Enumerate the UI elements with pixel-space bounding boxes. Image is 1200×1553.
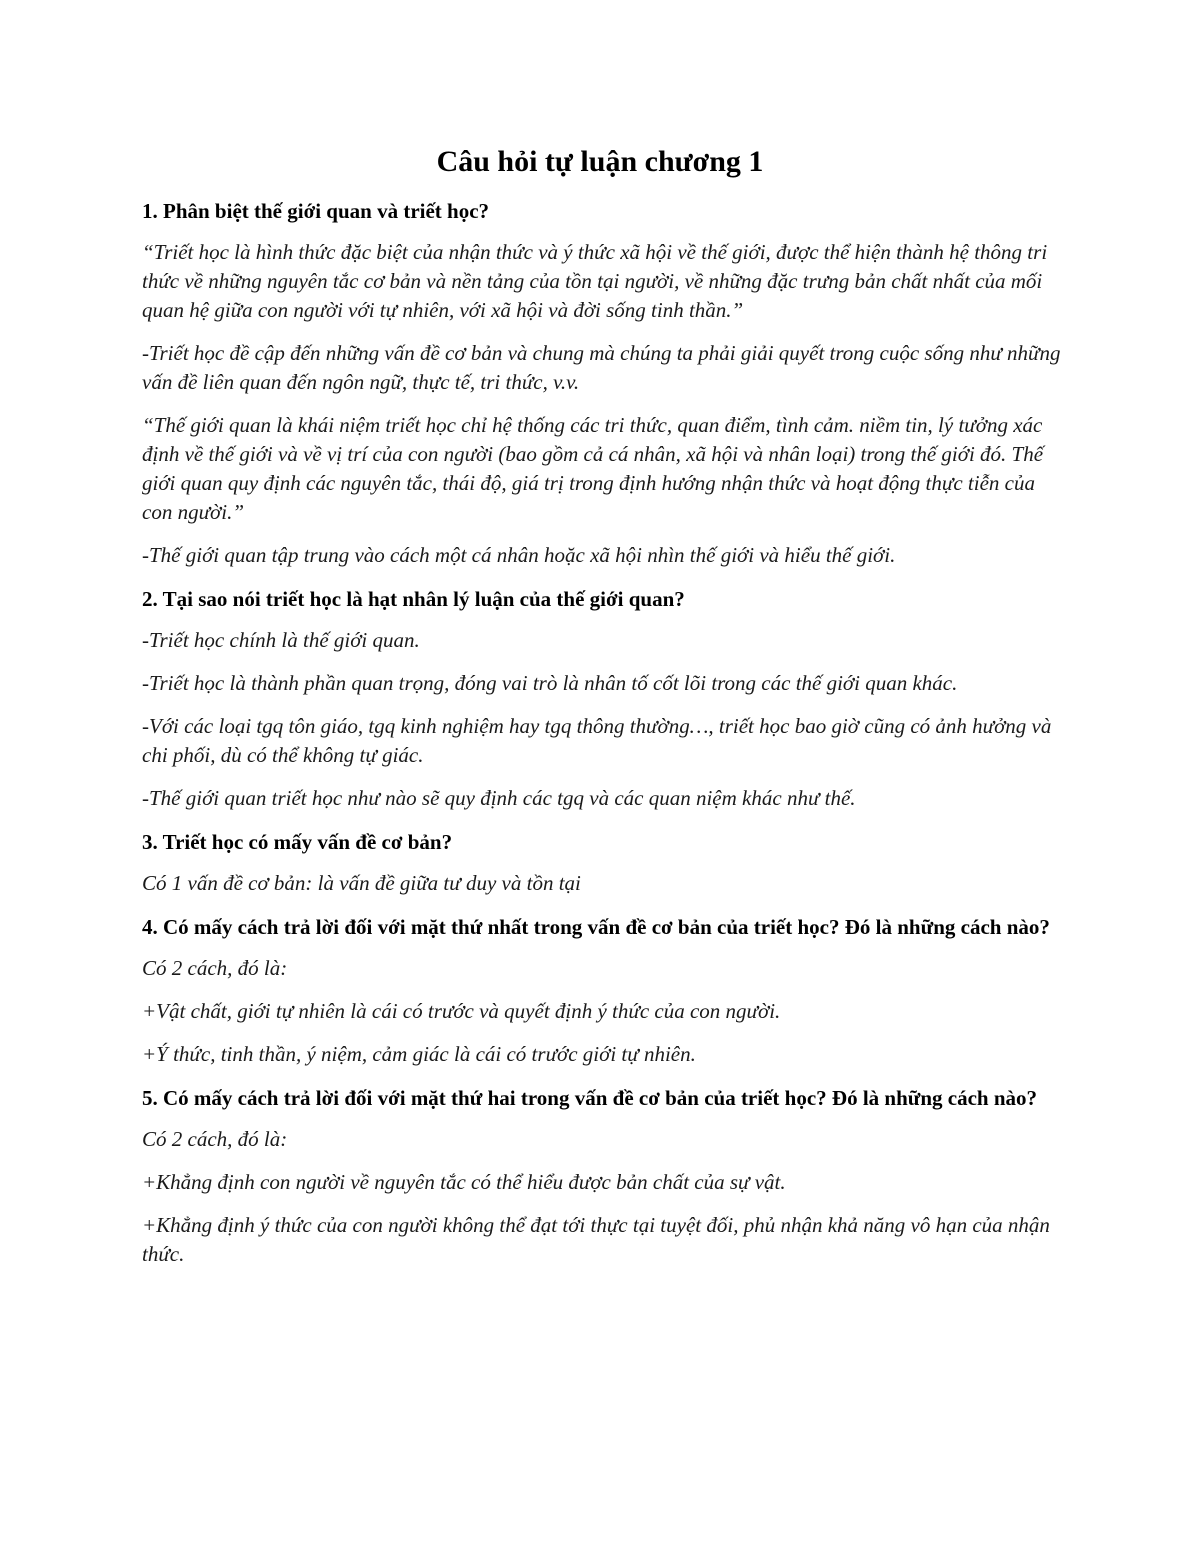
answer-paragraph: -Thế giới quan tập trung vào cách một cá nhân hoặc xã hội nhìn thế giới và hiểu thế giới. <box>142 543 896 567</box>
question-section-3 <box>142 827 1062 898</box>
answer-paragraph: -Với các loại tgq tôn giáo, tgq kinh nghiệm hay tgq thông thường…, triết học bao giờ cũng có ảnh hưởng và chi phối, dù có thể không tự giác. <box>142 714 1052 767</box>
question-heading: 2. Tại sao nói triết học là hạt nhân lý luận của thế giới quan? <box>142 587 685 611</box>
page-title: Câu hỏi tự luận chương 1 <box>436 145 764 178</box>
answer-paragraph: Có 1 vấn đề cơ bản: là vấn đề giữa tư duy và tồn tại <box>142 871 581 895</box>
answer-paragraph: +Ý thức, tinh thần, ý niệm, cảm giác là cái có trước giới tự nhiên. <box>142 1042 696 1066</box>
answer-paragraph: -Triết học đề cập đến những vấn đề cơ bản và chung mà chúng ta phải giải quyết trong cuộc sống như những vấn đề liên quan đến ngôn ngữ, thực tế, tri thức, v.v. <box>142 341 1061 394</box>
question-section-5 <box>142 1083 1062 1269</box>
answer-paragraph: -Triết học là thành phần quan trọng, đóng vai trò là nhân tố cốt lõi trong các thế giới quan khác. <box>142 671 958 695</box>
question-section-2 <box>142 584 1062 813</box>
answer-paragraph: +Khẳng định con người về nguyên tắc có thể hiểu được bản chất của sự vật. <box>142 1170 786 1194</box>
answer-paragraph: -Thế giới quan triết học như nào sẽ quy định các tgq và các quan niệm khác như thế. <box>142 786 856 810</box>
answer-paragraph: “Triết học là hình thức đặc biệt của nhận thức và ý thức xã hội về thế giới, được thể hiện thành hệ thông tri thức về những nguyên tắc cơ bản và nền tảng của tồn tại người, về những đặc trưng bản chất nhất của mối quan hệ giữa con người với tự nhiên, với xã hội và đời sống tinh thần.” <box>142 240 1048 322</box>
answer-paragraph: -Triết học chính là thế giới quan. <box>142 628 420 652</box>
answer-paragraph: +Vật chất, giới tự nhiên là cái có trước và quyết định ý thức của con người. <box>142 999 781 1023</box>
answer-paragraph: +Khẳng định ý thức của con người không thể đạt tới thực tại tuyệt đối, phủ nhận khả năng vô hạn của nhận thức. <box>142 1213 1050 1266</box>
question-heading: 3. Triết học có mấy vấn đề cơ bản? <box>142 830 453 854</box>
question-section-1 <box>142 196 1062 570</box>
question-heading: 5. Có mấy cách trả lời đối với mặt thứ hai trong vấn đề cơ bản của triết học? Đó là những cách nào? <box>142 1086 1038 1110</box>
answer-paragraph: “Thế giới quan là khái niệm triết học chỉ hệ thống các tri thức, quan điểm, tình cảm. niềm tin, lý tưởng xác định về thế giới và về vị trí của con người (bao gồm cả cá nhân, xã hội và nhân loại) trong thế giới đó. Thế giới quan quy định các nguyên tắc, thái độ, giá trị trong định hướng nhận thức và hoạt động thực tiễn của con người.” <box>142 413 1044 524</box>
question-heading: 4. Có mấy cách trả lời đối với mặt thứ nhất trong vấn đề cơ bản của triết học? Đó là những cách nào? <box>142 915 1050 939</box>
question-section-4 <box>142 912 1062 1069</box>
document-body <box>142 196 1062 1283</box>
question-heading: 1. Phân biệt thế giới quan và triết học? <box>142 199 490 223</box>
answer-paragraph: Có 2 cách, đó là: <box>142 956 288 980</box>
answer-paragraph: Có 2 cách, đó là: <box>142 1127 288 1151</box>
